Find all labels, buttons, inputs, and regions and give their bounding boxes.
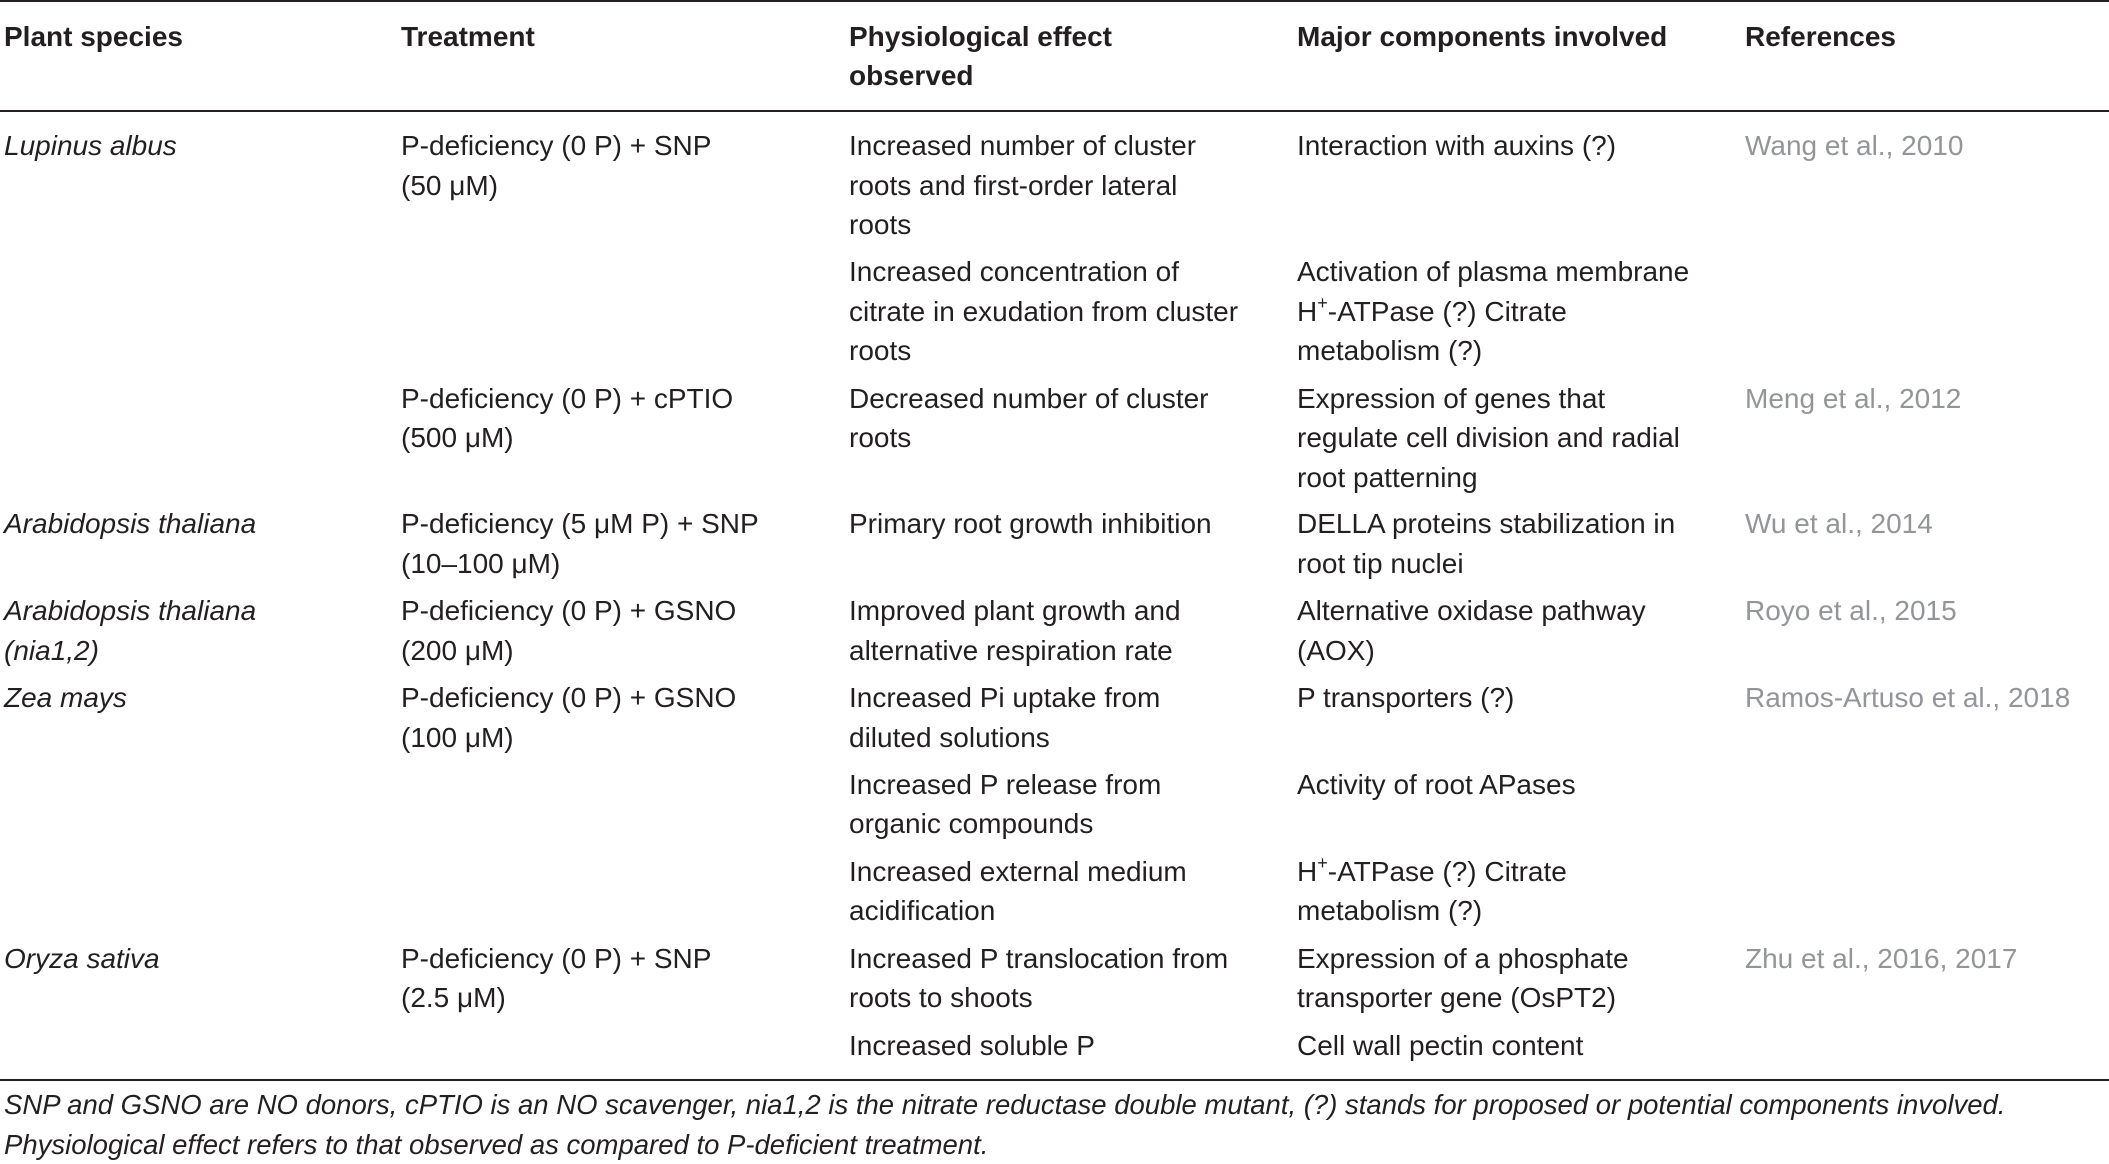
species-cell: Zea mays: [4, 682, 127, 713]
components-cell-c-line2: metabolism (?): [1297, 895, 1483, 926]
effect-cell-line3: roots: [849, 209, 912, 240]
components-cell-line2: root tip nuclei: [1297, 548, 1464, 579]
superscript: +: [1317, 292, 1328, 313]
footnote-line1: SNP and GSNO are NO donors, cPTIO is an NO scavenger, nia1,2 is the nitrate reductase double mutant, (?) stands for proposed or potential components involved.: [4, 1089, 2006, 1120]
effect-cell-b-line2: citrate in exudation from cluster: [849, 296, 1239, 327]
species-cell: Oryza sativa: [4, 943, 160, 974]
species-cell-line2: (nia1,2): [4, 635, 99, 666]
header-major-components: Major components involved: [1297, 21, 1668, 52]
header-treatment: Treatment: [401, 21, 535, 52]
header-references: References: [1745, 21, 1896, 52]
reference-cell: Meng et al., 2012: [1745, 383, 1962, 414]
header-physiological-effect-line1: Physiological effect: [849, 21, 1112, 52]
treatment-cell: P-deficiency (5 μM P) + SNP: [401, 508, 759, 539]
treatment-cell-line2: (2.5 μM): [401, 982, 506, 1013]
effect-cell-b: Increased concentration of: [849, 256, 1179, 287]
components-cell: Expression of genes that: [1297, 383, 1606, 414]
components-cell-b-line3: metabolism (?): [1297, 335, 1483, 366]
components-cell: DELLA proteins stabilization in: [1297, 508, 1676, 539]
components-cell: Interaction with auxins (?): [1297, 130, 1617, 161]
effect-cell: Increased number of cluster: [849, 130, 1197, 161]
reference-cell: Wu et al., 2014: [1745, 508, 1933, 539]
effect-cell-line2: roots: [849, 422, 912, 453]
treatment-cell: P-deficiency (0 P) + cPTIO: [401, 383, 734, 414]
species-cell: Arabidopsis thaliana: [4, 595, 257, 626]
header-physiological-effect-line2: observed: [849, 60, 974, 91]
table-bottom-rule: [0, 1079, 2109, 1081]
superscript: +: [1317, 852, 1328, 873]
effect-cell-c: Increased external medium: [849, 856, 1187, 887]
effect-cell-c-line2: acidification: [849, 895, 996, 926]
components-cell-c: [1297, 852, 1567, 892]
components-cell-line2: transporter gene (OsPT2): [1297, 982, 1617, 1013]
text-run: H: [1297, 856, 1318, 887]
reference-cell: Zhu et al., 2016, 2017: [1745, 943, 2018, 974]
effect-cell-b: Increased P release from: [849, 769, 1162, 800]
species-cell: Lupinus albus: [4, 130, 177, 161]
treatment-cell-line2: (200 μM): [401, 635, 514, 666]
effect-cell-b-line3: roots: [849, 335, 912, 366]
treatment-cell-line2: (50 μM): [401, 170, 499, 201]
effect-cell: Decreased number of cluster: [849, 383, 1209, 414]
components-cell: P transporters (?): [1297, 682, 1515, 713]
effect-cell-b-line2: organic compounds: [849, 808, 1094, 839]
effect-cell-b: Increased soluble P: [849, 1030, 1095, 1061]
treatment-cell-line2: (10–100 μM): [401, 548, 561, 579]
components-cell-b-line2: [1297, 292, 1567, 332]
header-plant-species: Plant species: [4, 21, 183, 52]
treatment-cell: P-deficiency (0 P) + GSNO: [401, 595, 737, 626]
text-run: -ATPase (?) Citrate: [1327, 856, 1567, 887]
effect-cell-line2: alternative respiration rate: [849, 635, 1173, 666]
components-cell-line2: (AOX): [1297, 635, 1375, 666]
effect-cell: Increased P translocation from: [849, 943, 1229, 974]
components-cell-b: Activity of root APases: [1297, 769, 1576, 800]
effect-cell: Primary root growth inhibition: [849, 508, 1212, 539]
effect-cell-line2: diluted solutions: [849, 722, 1050, 753]
effect-cell-line2: roots to shoots: [849, 982, 1033, 1013]
components-cell-b: Activation of plasma membrane: [1297, 256, 1690, 287]
text-run: H: [1297, 296, 1318, 327]
components-cell-b: Cell wall pectin content: [1297, 1030, 1584, 1061]
effect-cell: Increased Pi uptake from: [849, 682, 1161, 713]
reference-cell: Royo et al., 2015: [1745, 595, 1957, 626]
effect-cell: Improved plant growth and: [849, 595, 1181, 626]
reference-cell: Ramos-Artuso et al., 2018: [1745, 682, 2071, 713]
effect-cell-line2: roots and first-order lateral: [849, 170, 1178, 201]
components-cell: Expression of a phosphate: [1297, 943, 1629, 974]
footnote-line2: Physiological effect refers to that observed as compared to P-deficient treatment.: [4, 1129, 989, 1160]
table-top-rule: [0, 0, 2109, 2]
treatment-cell-line2: (100 μM): [401, 722, 514, 753]
text-run: -ATPase (?) Citrate: [1327, 296, 1567, 327]
treatment-cell-line2: (500 μM): [401, 422, 514, 453]
treatment-cell: P-deficiency (0 P) + GSNO: [401, 682, 737, 713]
components-cell: Alternative oxidase pathway: [1297, 595, 1646, 626]
header-bottom-rule: [0, 110, 2109, 112]
components-cell-line2: regulate cell division and radial: [1297, 422, 1680, 453]
components-cell-line3: root patterning: [1297, 462, 1478, 493]
reference-cell: Wang et al., 2010: [1745, 130, 1964, 161]
species-cell: Arabidopsis thaliana: [4, 508, 257, 539]
treatment-cell: P-deficiency (0 P) + SNP: [401, 943, 712, 974]
treatment-cell: P-deficiency (0 P) + SNP: [401, 130, 712, 161]
